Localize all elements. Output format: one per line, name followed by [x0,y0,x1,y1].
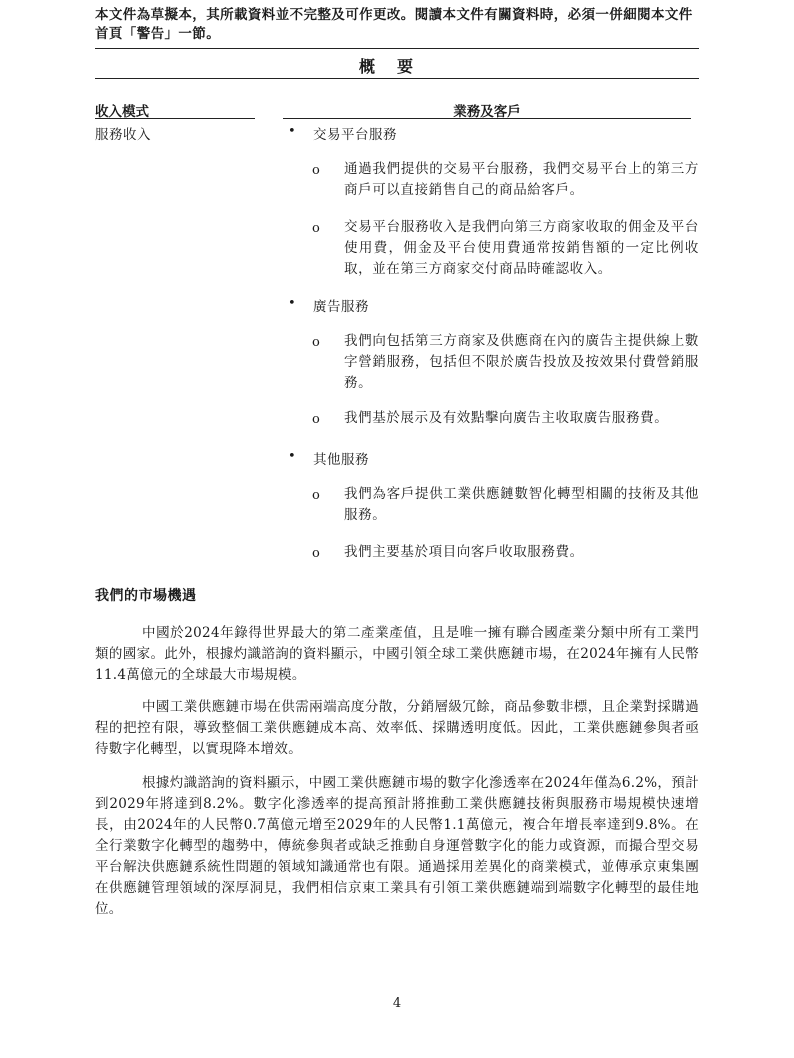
bullet-marker: • [288,449,296,464]
sub-bullet-text: 我們為客戶提供工業供應鏈數智化轉型相關的技術及其他服務。 [344,486,699,523]
revenue-type: 服務收入 [95,127,151,143]
sub-bullet-text: 我們向包括第三方商家及供應商在內的廣告主提供線上數字營銷服務，包括但不限於廣告投放及按效果付費營銷服務。 [344,333,699,391]
sub-bullet-marker: o [312,488,320,503]
header-rule-top [95,48,699,49]
sub-bullet-marker: o [312,412,320,427]
bullet-marker: • [288,124,296,139]
sub-bullet-text: 交易平台服務收入是我們向第三方商家收取的佣金及平台使用費，佣金及平台使用費通常按銷售額的一定比例收取，並在第三方商家交付商品時確認收入。 [344,219,699,277]
draft-warning: 本文件為草擬本，其所載資料並不完整及可作更改。閱讀本文件有關資料時，必須一併細閱本文件首頁「警告」一節。 [95,7,693,42]
bullet-label: 交易平台服務 [313,127,397,143]
bullet-label: 廣告服務 [313,299,369,315]
sub-bullet-marker: o [312,163,320,178]
sub-bullet-marker: o [312,221,320,236]
sub-bullet-text: 我們主要基於項目向客戶收取服務費。 [344,544,584,560]
column-header-revenue-model: 收入模式 [95,104,149,120]
column-header-underline [283,118,691,119]
market-paragraph: 中國於2024年錄得世界最大的第二產業產值，且是唯一擁有聯合國產業分類中所有工業門類的國家。此外，根據灼識諮詢的資料顯示，中國引領全球工業供應鏈市場，在2024年擁有人民幣11.4萬億元的全球最大市場規模。 [95,625,699,683]
market-paragraph: 根據灼識諮詢的資料顯示，中國工業供應鏈市場的數字化滲透率在2024年僅為6.2%，預計到2029年將達到8.2%。數字化滲透率的提高預計將推動工業供應鏈技術與服務市場規模快速增長，由2024年的人民幣0.7萬億元增至2029年的人民幣1.1萬億元，複合年增長率達到9.8%。在全行業數字化轉型的趨勢中，傳統參與者或缺乏推動自身運營數字化的能力或資源，而撮合型交易平台解決供應鏈系統性問題的領域知識通常也有限。通過採用差異化的商業模式，並傳承京東集團在供應鏈管理領域的深厚洞見，我們相信京東工業具有引領工業供應鏈端到端數字化轉型的最佳地位。 [95,775,699,917]
sub-bullet-text: 我們基於展示及有效點擊向廣告主收取廣告服務費。 [344,410,669,426]
header-rule-bottom [95,78,699,79]
market-heading: 我們的市場機遇 [95,588,197,604]
section-title: 概要 [358,57,435,76]
sub-bullet-marker: o [312,546,320,561]
bullet-label: 其他服務 [313,452,369,468]
bullet-marker: • [288,296,296,311]
market-paragraph: 中國工業供應鏈市場在供需兩端高度分散，分銷層級冗餘，商品參數非標，且企業對採購過程的把控有限，導致整個工業供應鏈成本高、效率低、採購透明度低。因此，工業供應鏈參與者亟待數字化轉型，以實現降本增效。 [95,699,699,757]
sub-bullet-marker: o [312,335,320,350]
column-header-business: 業務及客戶 [453,104,521,120]
column-header-underline [95,118,255,119]
sub-bullet-text: 通過我們提供的交易平台服務，我們交易平台上的第三方商戶可以直接銷售自己的商品給客戶。 [344,161,699,198]
page-number: 4 [392,996,402,1011]
